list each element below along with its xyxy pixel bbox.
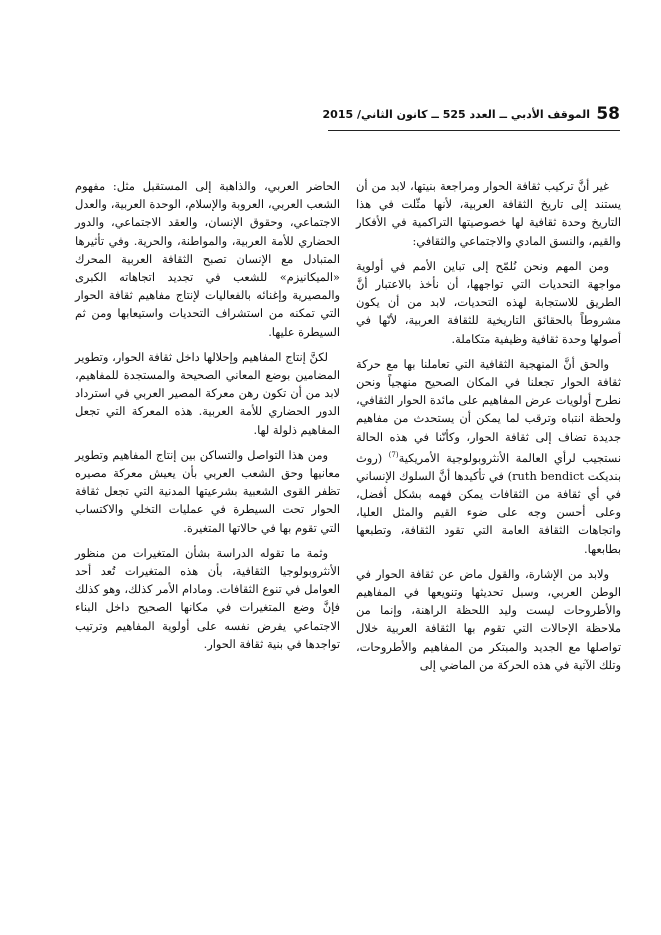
paragraph: لكنَّ إنتاج المفاهيم وإحلالها داخل ثقافة الحوار، وتطوير المضامين بوضع المعاني الصحيحة والمستجدة للمفاهيم، لابد من أن تكون رهن معركة المصير العربي في استرداد الدور الحضاري للأمة العربية. هذه المعركة التي تجعل المفاهيم ذلولة لها. [75,349,340,437]
paragraph: الحاضر العربي، والذاهبة إلى المستقبل مثل: مفهوم الشعب العربي، العروبة والإسلام، الوحدة العربية، والعدل الاجتماعي، وحقوق الإنسان، والعقد الاجتماعي، والدور الحضاري للأمة العربية، والمواطنة، والحرية. وفي تأثيرها المتبادل مع الإنسان تصبح الثقافة العربية المحرك «الميكانيزم» للشعب في تجديد اتجاهاته الكبرى والمصيرية وإغنائه بالفعاليات لإنتاج مفاهيم ثقافة الحوار التي تمكنه من استشراف التحديات واستيعابها ومن ثم السيطرة عليها. [75,179,340,339]
paragraph: غير أنَّ تركيب ثقافة الحوار ومراجعة بنيتها، لابد من أن يستند إلى تاريخ الثقافة العربية، لأنها مثّلت في هذا التاريخ وحدة ثقافية لها خصوصيتها التراكمية في الأفكار والقيم، والنسق المادي والاجتماعي والثقافي: [356,179,621,248]
paragraph [356,355,621,558]
running-title: الموقف الأدبي ــ العدد 525 ــ كانون الثاني/ 2015 [322,108,590,121]
footnote-ref: (7) [388,450,399,459]
paragraph: ولابد من الإشارة، والقول ماض عن ثقافة الحوار في الوطن العربي، وسبل تحديثها وتنويعها في المفاهيم والأطروحات ليست وليد اللحظة الراهنة، وإنما من ملاحظة الإحالات التي تقوم بها الثقافة العربية خلال تواصلها مع الجديد والمبتكر من المفاهيم والأطروحات، وتلك الآتية في هذه الحركة من الماضي إلى [356,566,621,672]
paragraph-text: (روث بنديكت ruth bendict) في تأكيدها أنَّ السلوك الإنساني في أي ثقافة من الثقافات يمكن فهمه بشكل أفضل، وعلى أحسن وجه على ضوء القيم والمثل العليا، واتجاهات الثقافة العامة التي تقود الثقافة، وتطبعها بطابعها. [356,450,621,556]
left-column [75,177,340,660]
paragraph: ومن هذا التواصل والتساكن بين إنتاج المفاهيم وتطوير معانيها وحق الشعب العربي بأن يعيش معركة مصيره تظفر القوى الشعبية بشرعيتها المدنية التي تجعل ثقافة الحوار تحت السيطرة في عمليات التخلي والاكتساب التي تقوم بها في حالاتها المتغيرة. [75,447,340,535]
right-column [356,177,621,681]
header-rule [328,130,620,131]
paragraph: ومن المهم ونحن نُلمّح إلى تباين الأمم في أولوية مواجهة التحديات التي تواجهها، أن نأخذ بالاعتبار أنَّ الطريق للاستجابة لهذه التحديات، لابد من أن يكون مشروطاً بالحقائق التاريخية للثقافة العربية، لأنّها في أصولها وحدة ثقافية وظيفية متكاملة. [356,258,621,346]
page-number: 58 [596,104,620,124]
paragraph: وثمة ما تقوله الدراسة بشأن المتغيرات من منظور الأنثروبولوجيا الثقافية، بأن هذه المتغيرات تُعد أحد العوامل في تنوع الثقافات. ومادام الأمر كذلك، وهو كذلك فإنَّ وضع المتغيرات في مكانها الصحيح داخل البناء الاجتماعي يفرض نفسه على أولوية المفاهيم وترتيب تواجدها في بنية ثقافة الحوار. [75,545,340,651]
paragraph-text: والحق أنَّ المنهجية الثقافية التي تعاملنا بها مع حركة ثقافة الحوار تجعلنا في المكان الصحيح منهجياً ونحن نطرح أولويات عرض المفاهيم على مائدة الحوار الثقافي، ولحظة انتباه وترقب لما يمكن أن يستحدث من مفاهيم جديدة تضاف إلى ثقافة الحوار، وكأنّنا في هذه الحالة نستجيب لرأي العالمة الأنثروبولوجية الأمريكية [356,356,621,465]
